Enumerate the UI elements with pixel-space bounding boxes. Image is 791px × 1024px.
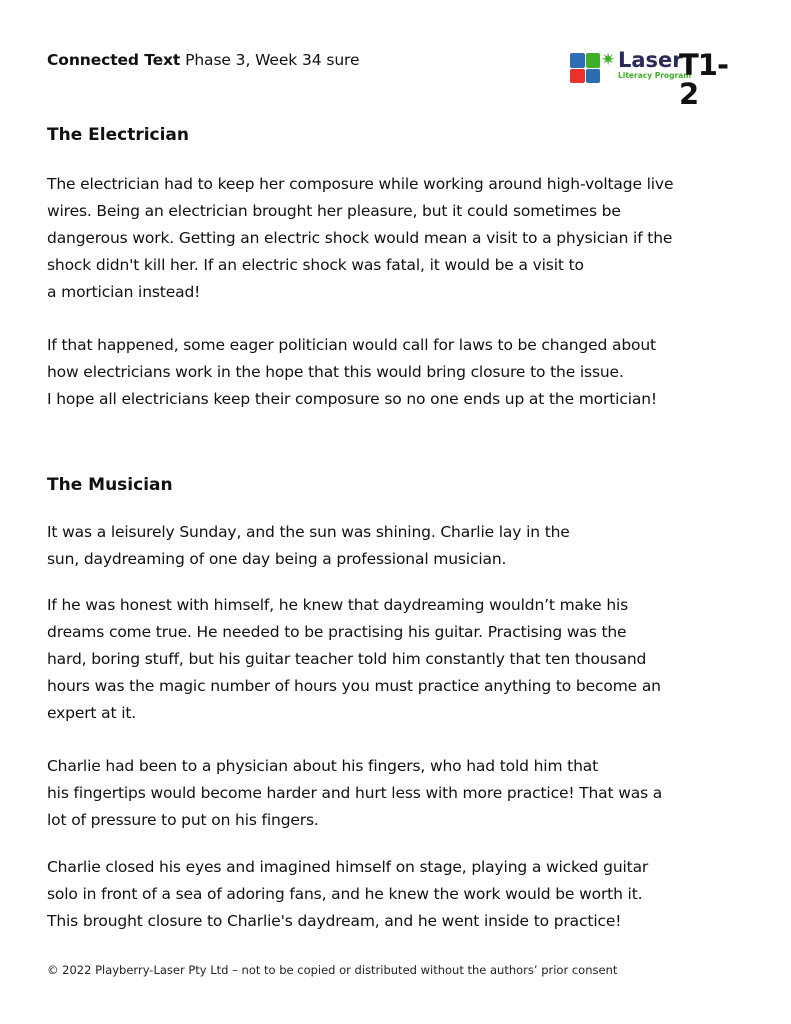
paragraph (47, 753, 747, 834)
text-line: It was a leisurely Sunday, and the sun was shining. Charlie lay in the (47, 523, 570, 541)
text-line: The electrician had to keep her composure while working around high-voltage live (47, 175, 674, 193)
copyright-footer: © 2022 Playberry-Laser Pty Ltd – not to be copied or distributed without the authors’ prior consent (47, 963, 618, 977)
text-line: If that happened, some eager politician would call for laws to be changed about (47, 336, 656, 354)
paragraph (47, 519, 747, 573)
text-line: I hope all electricians keep their composure so no one ends up at the mortician! (47, 390, 657, 408)
section-title: The Electrician (47, 125, 190, 145)
text-line: solo in front of a sea of adoring fans, and he knew the work would be worth it. (47, 885, 643, 903)
paragraph (47, 332, 747, 413)
text-line: how electricians work in the hope that this would bring closure to the issue. (47, 363, 624, 381)
header-label: Connected Text (47, 51, 181, 69)
text-line: dangerous work. Getting an electric shock would mean a visit to a physician if the (47, 229, 673, 247)
sparkle-icon: ✷ (601, 50, 616, 70)
text-line: lot of pressure to put on his fingers. (47, 811, 319, 829)
text-line: sun, daydreaming of one day being a professional musician. (47, 550, 507, 568)
logo-subtitle: Literacy Program (618, 71, 692, 80)
text-line: If he was honest with himself, he knew that daydreaming wouldn’t make his (47, 596, 629, 614)
puzzle-icon (570, 53, 600, 83)
text-line: Charlie closed his eyes and imagined himself on stage, playing a wicked guitar (47, 858, 649, 876)
puzzle-piece (586, 53, 601, 68)
page-header (47, 51, 359, 69)
text-line: shock didn't kill her. If an electric shock was fatal, it would be a visit to (47, 256, 584, 274)
logo-word: Laser (618, 48, 683, 72)
laser-logo (570, 48, 735, 111)
puzzle-piece (586, 69, 601, 84)
paragraph (47, 854, 747, 935)
puzzle-piece (570, 69, 585, 84)
logo-level: T1-2 (679, 48, 728, 111)
text-line: expert at it. (47, 704, 137, 722)
text-line: a mortician instead! (47, 283, 201, 301)
header-phase-week: Phase 3, Week 34 sure (180, 51, 360, 69)
text-line: hard, boring stuff, but his guitar teacher told him constantly that ten thousand (47, 650, 647, 668)
text-line: This brought closure to Charlie's daydream, and he went inside to practice! (47, 912, 622, 930)
text-line: his fingertips would become harder and hurt less with more practice! That was a (47, 784, 663, 802)
paragraph (47, 171, 747, 306)
text-line: hours was the magic number of hours you must practice anything to become an (47, 677, 661, 695)
text-line: dreams come true. He needed to be practising his guitar. Practising was the (47, 623, 627, 641)
puzzle-piece (570, 53, 585, 68)
section-title: The Musician (47, 475, 173, 495)
text-line: wires. Being an electrician brought her pleasure, but it could sometimes be (47, 202, 621, 220)
text-line: Charlie had been to a physician about his fingers, who had told him that (47, 757, 599, 775)
paragraph (47, 592, 747, 727)
